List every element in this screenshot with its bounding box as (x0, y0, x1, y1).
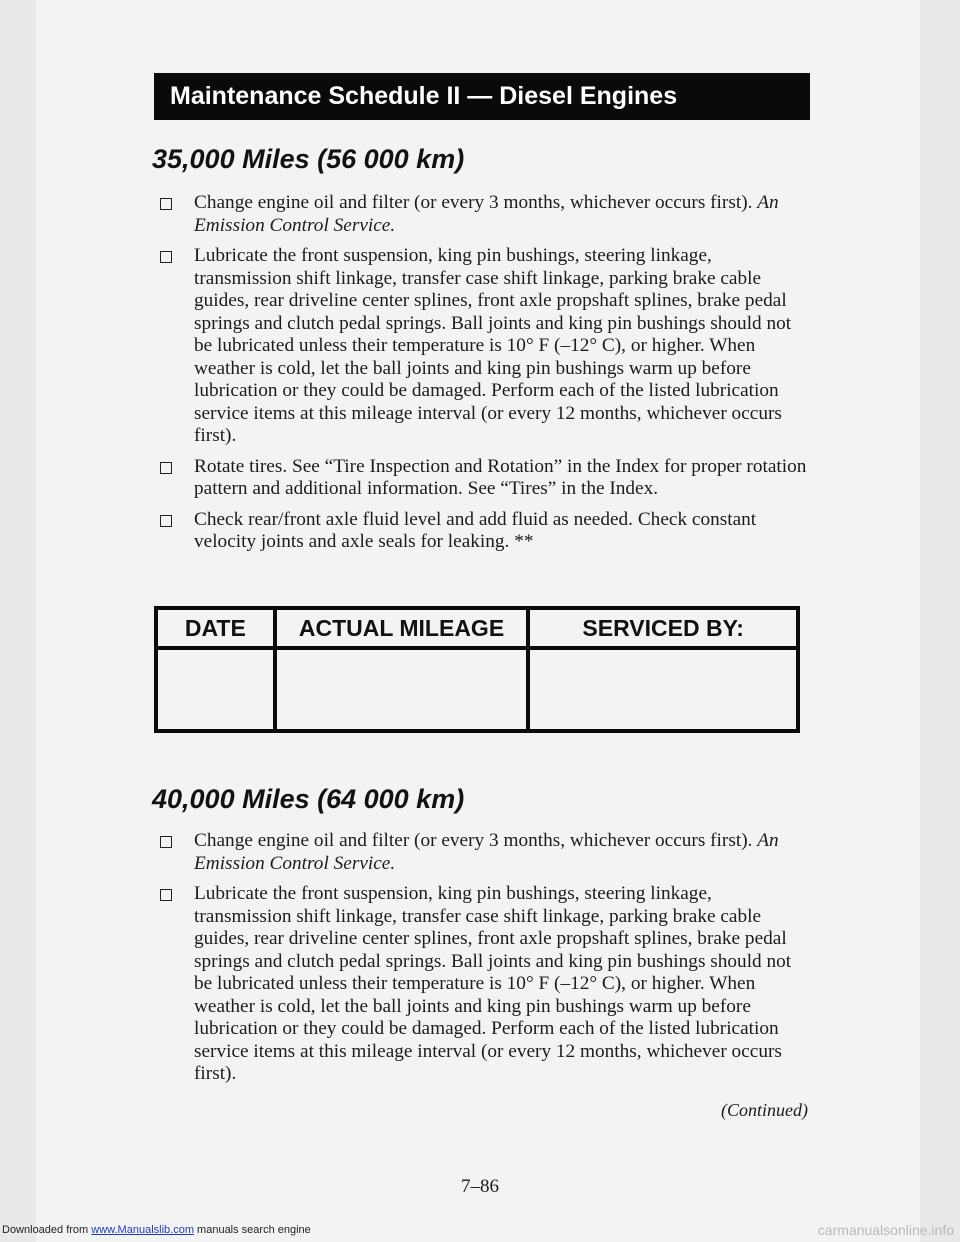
checklist-item (160, 509, 810, 554)
mileage-cell[interactable] (275, 648, 529, 731)
column-header-date: DATE (156, 608, 275, 648)
date-cell[interactable] (156, 648, 275, 731)
service-record-table (154, 606, 800, 733)
table-header-row (156, 608, 798, 648)
watermark: carmanualsonline.info (817, 1222, 954, 1238)
download-footer (2, 1224, 311, 1236)
item-text: Lubricate the front suspension, king pin bushings, steering linkage, transmission shift linkage, transfer case shift linkage, parking brake cable guides, rear driveline center splines, front axle propshaft splines, brake pedal springs and clutch pedal springs. Ball joints and king pin bushings should not be lubricated unless their temperature is 10° F (–12° C), or higher. When weather is cold, let the ball joints and king pin bushings warm up before lubrication or they could be damaged. Perform each of the listed lubrication service items at this mileage interval (or every 12 months, whichever occurs first). (194, 883, 792, 1084)
continued-label: (Continued) (721, 1100, 808, 1120)
checkbox-icon[interactable] (160, 462, 172, 474)
item-text: Rotate tires. See “Tire Inspection and Rotation” in the Index for proper rotation pattern and additional information. See “Tires” in the Index. (194, 455, 807, 499)
section-title-40000: 40,000 Miles (64 000 km) (152, 784, 465, 814)
manualslib-link[interactable]: www.Manualslib.com (91, 1224, 194, 1236)
checklist-item (160, 456, 810, 501)
checklist-35000 (160, 192, 810, 562)
table-row (156, 648, 798, 731)
checklist-item (160, 192, 810, 237)
checkbox-icon[interactable] (160, 836, 172, 848)
checklist-item (160, 245, 810, 448)
item-text: Change engine oil and filter (or every 3 months, whichever occurs first). (194, 830, 753, 851)
checkbox-icon[interactable] (160, 198, 172, 210)
footer-prefix: Downloaded from (2, 1224, 89, 1236)
page-header: Maintenance Schedule II — Diesel Engines (154, 73, 810, 120)
checklist-40000 (160, 830, 810, 1094)
item-text: Change engine oil and filter (or every 3 months, whichever occurs first). (194, 192, 753, 213)
section-title-35000: 35,000 Miles (56 000 km) (152, 144, 465, 174)
checklist-item (160, 830, 810, 875)
column-header-serviced-by: SERVICED BY: (528, 608, 798, 648)
emission-note: An Emission Control Service. (194, 192, 779, 236)
checkbox-icon[interactable] (160, 889, 172, 901)
item-text: Lubricate the front suspension, king pin bushings, steering linkage, transmission shift linkage, transfer case shift linkage, parking brake cable guides, rear driveline center splines, front axle propshaft splines, brake pedal springs and clutch pedal springs. Ball joints and king pin bushings should not be lubricated unless their temperature is 10° F (–12° C), or higher. When weather is cold, let the ball joints and king pin bushings warm up before lubrication or they could be damaged. Perform each of the listed lubrication service items at this mileage interval (or every 12 months, whichever occurs first). (194, 245, 792, 446)
checkbox-icon[interactable] (160, 251, 172, 263)
checkbox-icon[interactable] (160, 515, 172, 527)
footer-suffix: manuals search engine (197, 1224, 311, 1236)
item-text: Check rear/front axle fluid level and add fluid as needed. Check constant velocity joints and axle seals for leaking. ** (194, 508, 757, 552)
checklist-item (160, 883, 810, 1086)
emission-note: An Emission Control Service. (194, 830, 779, 874)
serviced-by-cell[interactable] (528, 648, 798, 731)
column-header-mileage: ACTUAL MILEAGE (275, 608, 529, 648)
page-number: 7–86 (461, 1176, 499, 1197)
